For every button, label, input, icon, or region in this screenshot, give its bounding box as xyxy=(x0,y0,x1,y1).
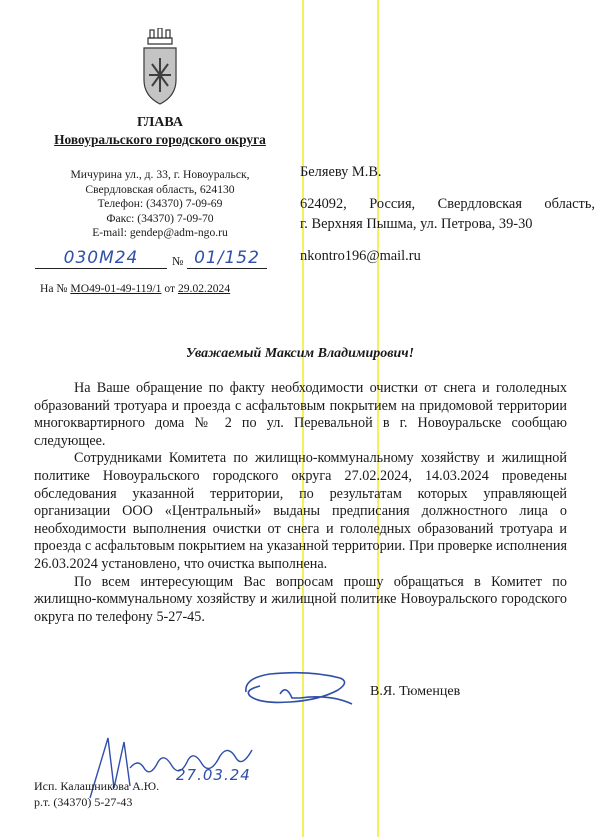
recipient-name: Беляеву М.В. xyxy=(300,164,382,180)
address-line: Свердловская область, 624130 xyxy=(85,182,235,196)
phone-line: Телефон: (34370) 7-09-69 xyxy=(97,197,223,211)
fax-line: Факс: (34370) 7-09-70 xyxy=(106,211,214,225)
coat-of-arms-icon xyxy=(140,28,180,106)
email-line: E-mail: gendep@adm-ngo.ru xyxy=(92,226,228,240)
recipient-block xyxy=(300,162,595,266)
address-line: Мичурина ул., д. 33, г. Новоуральск, xyxy=(70,168,250,181)
signature-head-icon xyxy=(240,664,360,714)
outgoing-number: 030M24 xyxy=(35,248,167,269)
executor-block xyxy=(34,778,159,810)
ref-date: 29.02.2024 xyxy=(177,282,231,295)
sender-address xyxy=(40,168,280,241)
ref-number: МО49-01-49-119/1 xyxy=(70,282,162,295)
executor-name: Исп. Калашникова А.Ю. xyxy=(34,779,160,793)
letter-body xyxy=(34,380,567,626)
number-sign: № xyxy=(172,254,184,268)
sender-heading xyxy=(40,114,280,148)
executor-phone: р.т. (34370) 5-27-43 xyxy=(34,795,133,809)
paragraph: На Ваше обращение по факту необходимости очистки от снега и гололедных образований тротуара и проезда с асфальтовым покрытием на придомовой территории многоквартирного дома № 2 по ул. Перевальной в г. Новоуральске сообщаю следующее. xyxy=(34,380,567,449)
recipient-address-1: 624092, Россия, Свердловская область, xyxy=(300,196,595,212)
sender-subtitle: Новоуральского городского округа xyxy=(54,132,266,147)
reference-line xyxy=(40,282,230,295)
paragraph: Сотрудниками Комитета по жилищно-коммунальному хозяйству и жилищной политике Новоуральского городского округа 27.02.2024, 14.03.2024 проведены обследования указанной территории, по результатам которых управляющей организации ООО «Центральный» выданы предписания должностного лица о необходимости выполнения очистки от снега и гололедных образований тротуара и проезда с асфальтовым покрытием на указанной территории. При проверке исполнения 26.03.2024 установлено, что очистка выполнена. xyxy=(34,450,567,572)
registration-number: 01/152 xyxy=(187,248,267,269)
greeting: Уважаемый Максим Владимирович! xyxy=(185,346,415,361)
paragraph: По всем интересующим Вас вопросам прошу обращаться в Комитет по жилищно-коммунальному хозяйству и жилищной политике Новоуральского городского округа по телефону 5-27-45. xyxy=(34,573,567,625)
recipient-address-2: г. Верхняя Пышма, ул. Петрова, 39-30 xyxy=(300,216,533,232)
handwritten-date: 27.03.24 xyxy=(176,766,251,784)
recipient-email: nkontro196@mail.ru xyxy=(300,248,421,264)
sender-title: ГЛАВА xyxy=(137,115,183,130)
ref-from: от xyxy=(164,282,176,295)
ref-prefix: На № xyxy=(40,282,68,295)
signatory-name: В.Я. Тюменцев xyxy=(370,684,461,699)
